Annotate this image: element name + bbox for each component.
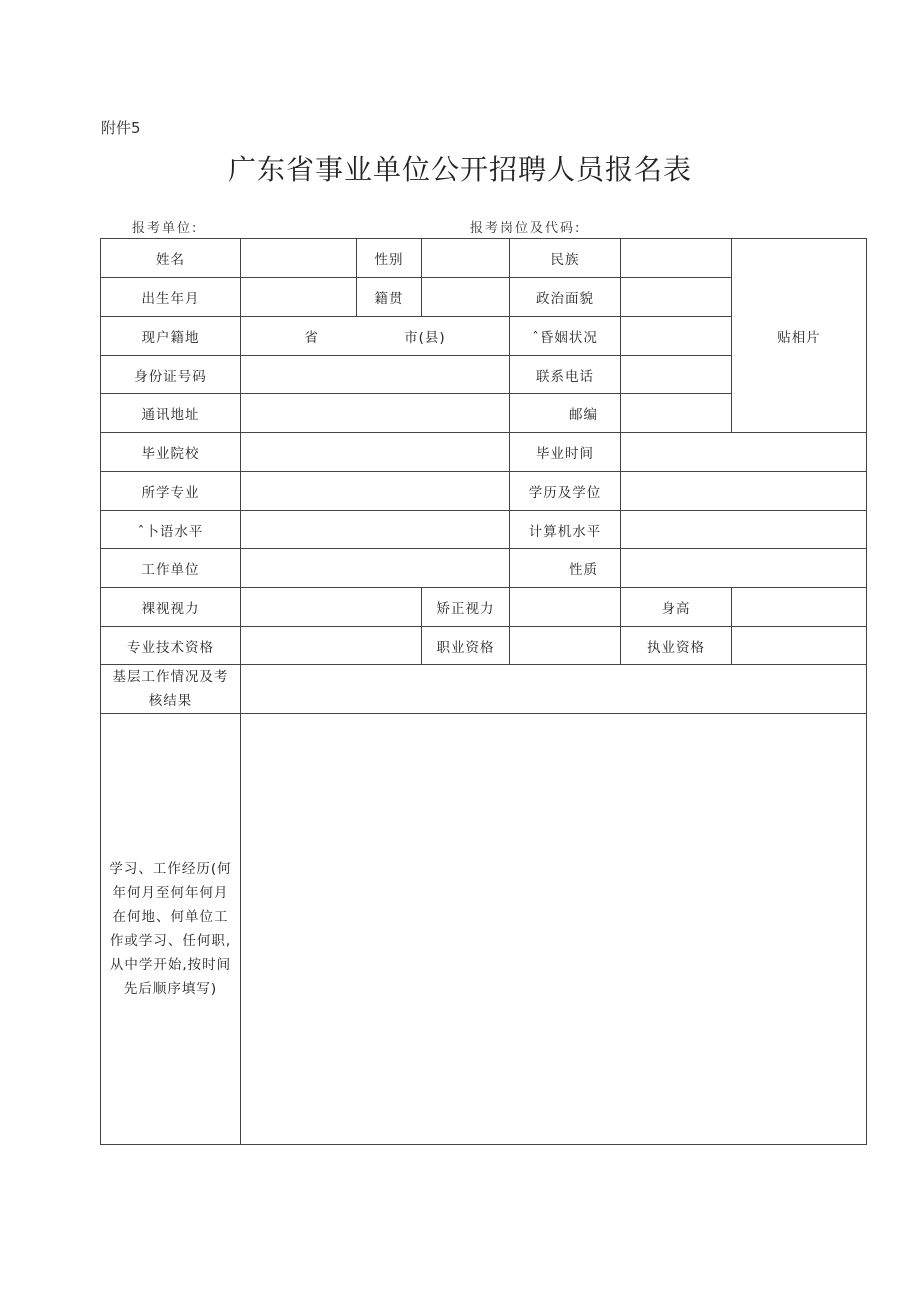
work-unit-input-cell[interactable]: [241, 549, 510, 588]
table-row: [101, 665, 867, 714]
job-qual-input-cell[interactable]: [510, 627, 621, 665]
native-place-label: 籍贯: [357, 278, 422, 317]
table-row: [101, 549, 867, 588]
table-row: [101, 714, 867, 1145]
job-qual-label: 职业资格: [422, 627, 510, 665]
grassroots-label: 基层工作情况及考核结果: [101, 665, 241, 714]
province-label: 省: [304, 330, 319, 346]
work-unit-label: 工作单位: [101, 549, 241, 588]
height-label: 身高: [621, 588, 732, 627]
postcode-label: 邮编: [510, 394, 621, 433]
grad-time-label: 毕业时间: [510, 433, 621, 472]
table-row: [101, 472, 867, 511]
native-place-input-cell[interactable]: [422, 278, 510, 317]
table-row: [101, 627, 867, 665]
practice-qual-label: 执业资格: [621, 627, 732, 665]
residence-label: 现户籍地: [101, 317, 241, 356]
name-label: 姓名: [101, 239, 241, 278]
table-row: [101, 239, 867, 278]
tech-qual-input-cell[interactable]: [241, 627, 422, 665]
address-input-cell[interactable]: [241, 394, 510, 433]
name-input-cell[interactable]: [241, 239, 357, 278]
photo-cell[interactable]: 贴相片: [732, 239, 867, 433]
apply-unit-label: 报考单位:: [132, 221, 199, 236]
residence-input-cell[interactable]: [241, 317, 510, 356]
corrected-vision-input-cell[interactable]: [510, 588, 621, 627]
postcode-input-cell[interactable]: [621, 394, 732, 433]
height-input-cell[interactable]: [732, 588, 867, 627]
attachment-label: 附件5: [101, 119, 141, 137]
marital-label: ˆ昏姻状况: [510, 317, 621, 356]
practice-qual-input-cell[interactable]: [732, 627, 867, 665]
computer-label: 计算机水平: [510, 511, 621, 549]
id-number-label: 身份证号码: [101, 356, 241, 394]
naked-vision-label: 裸视视力: [101, 588, 241, 627]
computer-input-cell[interactable]: [621, 511, 867, 549]
registration-form-table: [100, 238, 867, 1145]
city-label: 市(县): [404, 330, 446, 346]
id-number-input-cell[interactable]: [241, 356, 510, 394]
grassroots-input-cell[interactable]: [241, 665, 867, 714]
naked-vision-input-cell[interactable]: [241, 588, 422, 627]
history-label: 学习、工作经历(何年何月至何年何月在何地、何单位工作或学习、任何职,从中学开始,按时间先后顺序填写): [101, 714, 241, 1145]
degree-input-cell[interactable]: [621, 472, 867, 511]
gender-input-cell[interactable]: [422, 239, 510, 278]
degree-label: 学历及学位: [510, 472, 621, 511]
nature-label: 性质: [510, 549, 621, 588]
table-row: [101, 511, 867, 549]
school-input-cell[interactable]: [241, 433, 510, 472]
grad-time-input-cell[interactable]: [621, 433, 867, 472]
form-title: 广东省事业单位公开招聘人员报名表: [227, 153, 692, 186]
school-label: 毕业院校: [101, 433, 241, 472]
phone-label: 联系电话: [510, 356, 621, 394]
ethnicity-label: 民族: [510, 239, 621, 278]
nature-input-cell[interactable]: [621, 549, 867, 588]
marital-input-cell[interactable]: [621, 317, 732, 356]
address-label: 通讯地址: [101, 394, 241, 433]
major-input-cell[interactable]: [241, 472, 510, 511]
political-status-label: 政治面貌: [510, 278, 621, 317]
birth-input-cell[interactable]: [241, 278, 357, 317]
gender-label: 性别: [357, 239, 422, 278]
foreign-lang-input-cell[interactable]: [241, 511, 510, 549]
foreign-lang-label: ˆ卜语水平: [101, 511, 241, 549]
history-input-cell[interactable]: [241, 714, 867, 1145]
phone-input-cell[interactable]: [621, 356, 732, 394]
tech-qual-label: 专业技术资格: [101, 627, 241, 665]
table-row: [101, 433, 867, 472]
political-status-input-cell[interactable]: [621, 278, 732, 317]
birth-label: 出生年月: [101, 278, 241, 317]
apply-post-label: 报考岗位及代码:: [470, 221, 582, 236]
table-row: [101, 588, 867, 627]
major-label: 所学专业: [101, 472, 241, 511]
corrected-vision-label: 矫正视力: [422, 588, 510, 627]
ethnicity-input-cell[interactable]: [621, 239, 732, 278]
